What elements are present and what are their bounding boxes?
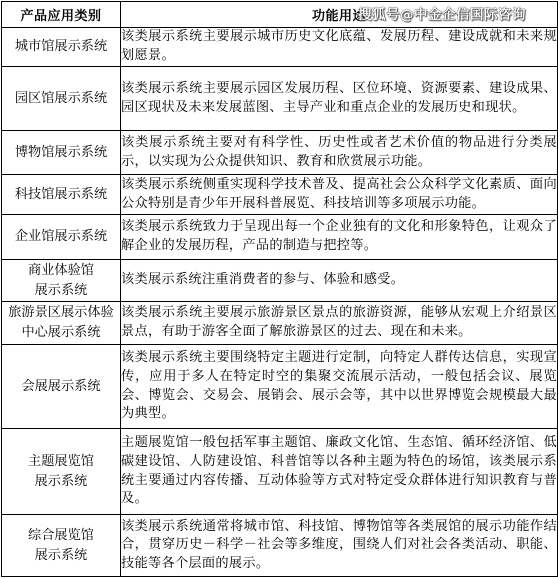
row-description: 该类展示系统通常将城市馆、科技馆、博物馆等各类展馆的展示功能作结合，贯穿历史－科学－社会等多维度，围绕人们对社会各类活动、职能、技能等各个层面的展示。: [121, 515, 558, 577]
table-row: [2, 67, 558, 131]
row-category-line: 主题展览馆 展示系统: [28, 453, 94, 489]
row-category: 科技馆展示系统: [2, 175, 121, 215]
application-table: [1, 1, 558, 577]
row-category: 城市馆展示系统: [2, 28, 121, 67]
header-category: 产品应用类别: [2, 2, 121, 28]
row-description: 该类展示系统主要展示旅游景区景点的旅游资源，能够从宏观上介绍景区景点，有助于游客全面了解旅游景区的过去、现在和未来。: [121, 302, 558, 345]
row-description: 该类展示系统侧重实现科学技术普及、提高社会公众科学文化素质、面向公众特别是青少年开展科普展览、科技培训等多项展示功能。: [121, 175, 558, 215]
table-row: [2, 515, 558, 577]
table-row: [2, 131, 558, 175]
row-description: 该类展示系统主要展示园区发展历程、区位环境、资源要素、建设成果、园区现状及未来发展蓝图、主导产业和重点企业的发展历史和现状。: [121, 67, 558, 131]
row-description: 主题展览馆一般包括军事主题馆、廉政文化馆、生态馆、循环经济馆、低碳建设馆、人防建设馆、科普馆等以各种主题为特色的场馆，该类展示系统主要通过内容传播、互动体验等方式对特定受众群体进行知识教育与普及。: [121, 429, 558, 515]
row-description: 该类展示系统主要对有科学性、历史性或者艺术价值的物品进行分类展示，以实现为公众提供知识、教育和欣赏展示功能。: [121, 131, 558, 175]
row-description: 该类展示系统主要展示城市历史文化底蕴、发展历程、建设成就和未来规划愿景。: [121, 28, 558, 67]
row-category: 会展展示系统: [2, 345, 121, 429]
header-function: 功能用途: [121, 2, 558, 28]
table-row: [2, 345, 558, 429]
row-description: 该类展示系统主要围绕特定主题进行定制，向特定人群传达信息，实现宣传，应用于多人在特定时空的集聚交流展示活动，一般包括会议、展览会、博览会、交易会、展销会、展示会等，其中以世界博览会规模最大最为典型。: [121, 345, 558, 429]
row-category: 博物馆展示系统: [2, 131, 121, 175]
row-description: 该类展示系统致力于呈现出每一个企业独有的文化和形象特色，让观众了解企业的发展历程，产品的制造与把控等。: [121, 215, 558, 260]
row-category: [2, 302, 121, 345]
row-category-line: 综合展览馆 展示系统: [28, 527, 94, 563]
row-description: 该类展示系统注重消费者的参与、体验和感受。: [121, 260, 558, 302]
table-row: [2, 215, 558, 260]
table-row: [2, 260, 558, 302]
table-row: [2, 175, 558, 215]
row-category: 园区馆展示系统: [2, 67, 121, 131]
table-row: [2, 302, 558, 345]
watermark: 搜狐号@中金企信国际咨询: [358, 7, 526, 23]
row-category: [2, 429, 121, 515]
row-category: [2, 260, 121, 302]
row-category-line: 商业体验馆 展示系统: [28, 262, 94, 298]
table-row: [2, 429, 558, 515]
table-row: [2, 28, 558, 67]
row-category-line: 旅游景区展示体验 中心展示系统: [8, 305, 114, 340]
row-category: [2, 515, 121, 577]
row-category: 企业馆展示系统: [2, 215, 121, 260]
